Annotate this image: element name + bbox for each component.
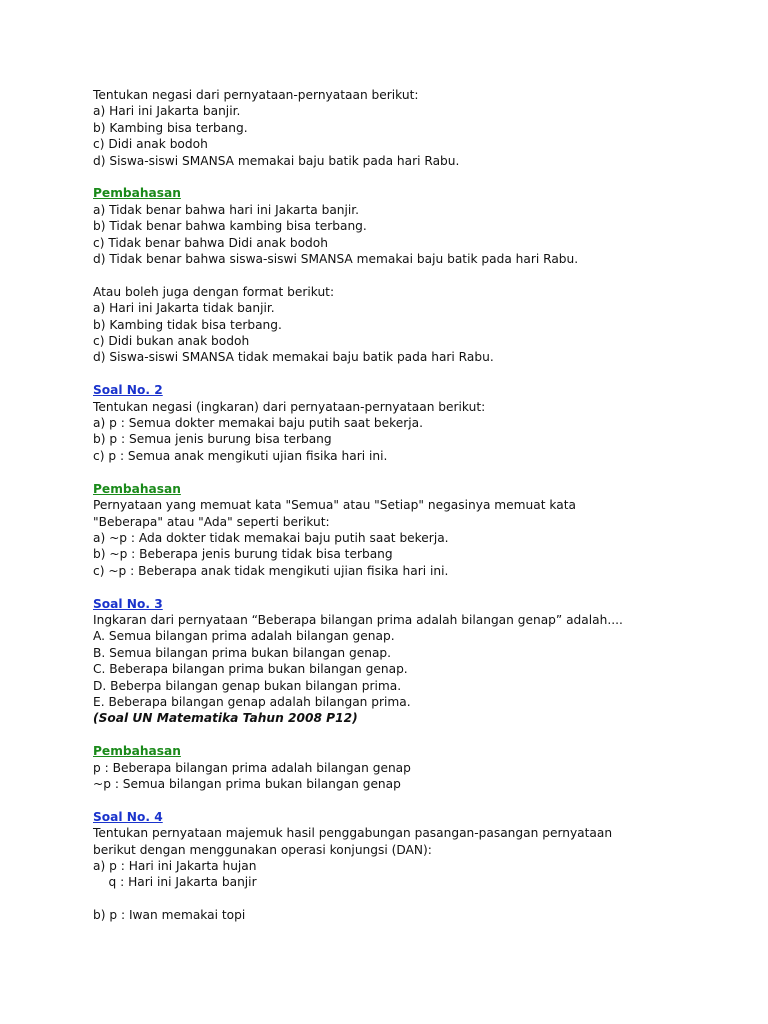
- question-text: Ingkaran dari pernyataan “Beberapa bilangan prima adalah bilangan genap” adalah....: [93, 612, 623, 627]
- answer-option: E. Beberapa bilangan genap adalah bilangan prima.: [93, 694, 411, 709]
- list-item: b) Tidak benar bahwa kambing bisa terbang.: [93, 219, 367, 234]
- list-item: d) Siswa-siswi SMANSA tidak memakai baju batik pada hari Rabu.: [93, 350, 494, 365]
- pembahasan-heading: Pembahasan: [93, 186, 181, 201]
- list-item: b) p : Semua jenis burung bisa terbang: [93, 432, 332, 447]
- answer-option: C. Beberapa bilangan prima bukan bilangan genap.: [93, 662, 408, 677]
- soal-4-heading: Soal No. 4: [93, 809, 163, 824]
- answer-option: B. Semua bilangan prima bukan bilangan genap.: [93, 645, 392, 660]
- source-note: (Soal UN Matematika Tahun 2008 P12): [93, 711, 358, 726]
- solution-line: ~p : Semua bilangan prima bukan bilangan genap: [93, 776, 401, 791]
- list-item: d) Tidak benar bahwa siswa-siswi SMANSA memakai baju batik pada hari Rabu.: [93, 252, 579, 267]
- list-item: b) Kambing bisa terbang.: [93, 120, 248, 135]
- solution-line: Pernyataan yang memuat kata "Semua" atau "Setiap" negasinya memuat kata: [93, 498, 576, 513]
- list-item: a) Hari ini Jakarta tidak banjir.: [93, 301, 275, 316]
- list-item: a) Tidak benar bahwa hari ini Jakarta banjir.: [93, 202, 360, 217]
- list-item: c) Tidak benar bahwa Didi anak bodoh: [93, 235, 328, 250]
- soal-2-heading: Soal No. 2: [93, 383, 163, 398]
- list-item: d) Siswa-siswi SMANSA memakai baju batik pada hari Rabu.: [93, 153, 460, 168]
- list-item: a) p : Hari ini Jakarta hujan: [93, 858, 257, 873]
- answer-option: A. Semua bilangan prima adalah bilangan genap.: [93, 629, 395, 644]
- spacer: [93, 169, 753, 185]
- list-item: b) Kambing tidak bisa terbang.: [93, 317, 282, 332]
- answer-option: D. Beberpa bilangan genap bukan bilangan prima.: [93, 678, 402, 693]
- spacer: [93, 579, 753, 595]
- list-item: c) Didi bukan anak bodoh: [93, 334, 250, 349]
- list-item: c) p : Semua anak mengikuti ujian fisika hari ini.: [93, 448, 388, 463]
- spacer: [93, 891, 753, 907]
- question-text: berikut dengan menggunakan operasi konjungsi (DAN):: [93, 842, 432, 857]
- list-item: a) Hari ini Jakarta banjir.: [93, 104, 241, 119]
- solution-line: c) ~p : Beberapa anak tidak mengikuti ujian fisika hari ini.: [93, 563, 449, 578]
- list-item: q : Hari ini Jakarta banjir: [93, 875, 257, 890]
- question-text: Tentukan negasi dari pernyataan-pernyataan berikut:: [93, 88, 419, 102]
- solution-line: "Beberapa" atau "Ada" seperti berikut:: [93, 514, 330, 529]
- pembahasan-heading: Pembahasan: [93, 744, 181, 759]
- spacer: [93, 464, 753, 480]
- spacer: [93, 267, 753, 283]
- alternative-intro: Atau boleh juga dengan format berikut:: [93, 284, 335, 299]
- question-text: Tentukan negasi (ingkaran) dari pernyataan-pernyataan berikut:: [93, 399, 486, 414]
- list-item: b) p : Iwan memakai topi: [93, 908, 246, 923]
- solution-line: b) ~p : Beberapa jenis burung tidak bisa terbang: [93, 547, 393, 562]
- solution-line: a) ~p : Ada dokter tidak memakai baju putih saat bekerja.: [93, 530, 449, 545]
- spacer: [93, 366, 753, 382]
- solution-line: p : Beberapa bilangan prima adalah bilangan genap: [93, 760, 411, 775]
- pembahasan-heading: Pembahasan: [93, 481, 181, 496]
- list-item: c) Didi anak bodoh: [93, 137, 208, 152]
- document: [93, 87, 753, 924]
- spacer: [93, 727, 753, 743]
- question-text: Tentukan pernyataan majemuk hasil penggabungan pasangan-pasangan pernyataan: [93, 826, 613, 841]
- spacer: [93, 792, 753, 808]
- list-item: a) p : Semua dokter memakai baju putih saat bekerja.: [93, 416, 424, 431]
- soal-3-heading: Soal No. 3: [93, 596, 163, 611]
